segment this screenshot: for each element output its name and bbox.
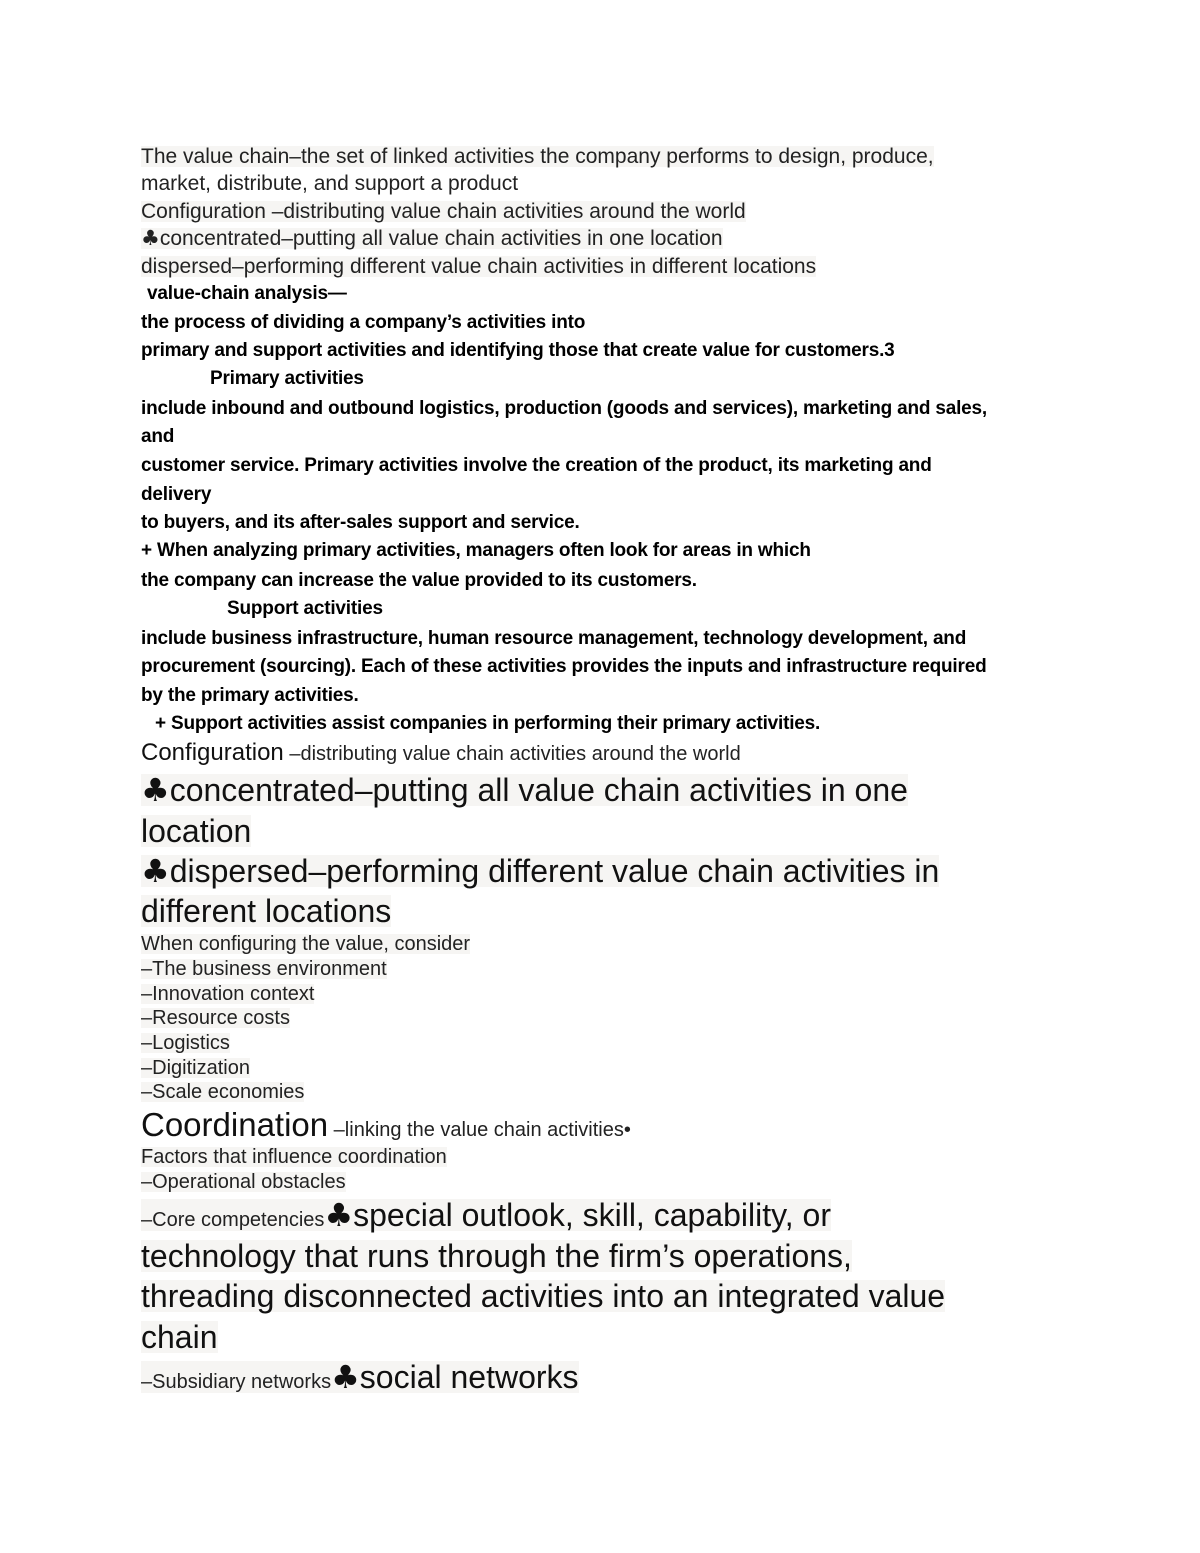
analysis-line-2: primary and support activities and identifying those that create value for customers.3 bbox=[141, 340, 895, 361]
primary-line-4: delivery bbox=[141, 484, 212, 505]
subsidiary-networks-line bbox=[141, 1358, 579, 1396]
core-competencies-line-3: threading disconnected activities into an integrated value bbox=[141, 1278, 946, 1314]
concentrated-text: concentrated–putting all value chain activities in one location bbox=[159, 227, 723, 250]
configuration-line: Configuration –distributing value chain activities around the world bbox=[141, 200, 746, 223]
configuration-heading-line bbox=[141, 741, 741, 765]
primary-note-line-2: the company can increase the value provided to its customers. bbox=[141, 570, 697, 591]
factor-innovation-context: –Innovation context bbox=[141, 983, 315, 1005]
factor-resource-costs: –Resource costs bbox=[141, 1007, 290, 1029]
big-dispersed-line-2: different locations bbox=[141, 893, 392, 929]
club-icon: ♣ bbox=[141, 226, 160, 250]
concentrated-line bbox=[141, 228, 723, 249]
big-dispersed-line-1 bbox=[141, 852, 940, 890]
support-line-2: procurement (sourcing). Each of these activities provides the inputs and infrastructure required bbox=[141, 656, 987, 677]
primary-activities-heading: Primary activities bbox=[210, 368, 364, 389]
dispersed-line: dispersed–performing different value chain activities in different locations bbox=[141, 255, 817, 278]
primary-line-2: and bbox=[141, 426, 175, 447]
value-chain-definition-line-2: market, distribute, and support a product bbox=[141, 172, 519, 195]
club-icon: ♣ bbox=[141, 852, 170, 890]
big-concentrated-line-2: location bbox=[141, 813, 252, 849]
club-icon: ♣ bbox=[324, 1196, 354, 1234]
coordination-heading: Coordination bbox=[141, 1106, 329, 1143]
configuration-definition: –distributing value chain activities around the world bbox=[283, 743, 741, 765]
support-line-1: include business infrastructure, human resource management, technology development, and bbox=[141, 628, 967, 649]
club-icon: ♣ bbox=[141, 771, 170, 809]
coordination-definition: –linking the value chain activities• bbox=[328, 1119, 631, 1141]
factor-scale-economies: –Scale economies bbox=[141, 1081, 305, 1103]
support-activities-heading: Support activities bbox=[227, 598, 383, 619]
core-competencies-line bbox=[141, 1196, 831, 1234]
coordination-heading-line bbox=[141, 1108, 631, 1141]
primary-line-1: include inbound and outbound logistics, production (goods and services), marketing and sales, bbox=[141, 398, 987, 419]
support-line-3: by the primary activities. bbox=[141, 685, 359, 706]
configuration-heading: Configuration bbox=[141, 739, 284, 766]
primary-note-line-1: + When analyzing primary activities, managers often look for areas in which bbox=[141, 540, 811, 561]
big-concentrated-line-1 bbox=[141, 771, 908, 809]
factor-business-environment: –The business environment bbox=[141, 958, 387, 980]
factor-digitization: –Digitization bbox=[141, 1057, 250, 1079]
value-chain-definition-line-1: The value chain–the set of linked activities the company performs to design, produce, bbox=[141, 145, 934, 168]
core-competencies-line-4: chain bbox=[141, 1319, 218, 1355]
primary-line-3: customer service. Primary activities involve the creation of the product, its marketing and bbox=[141, 455, 932, 476]
configuring-consider-line: When configuring the value, consider bbox=[141, 933, 471, 955]
social-networks-text: social networks bbox=[359, 1359, 579, 1395]
factor-operational-obstacles: –Operational obstacles bbox=[141, 1171, 346, 1193]
subsidiary-networks-label: –Subsidiary networks bbox=[141, 1371, 332, 1393]
value-chain-analysis-heading: value-chain analysis— bbox=[147, 283, 347, 304]
big-concentrated-text: concentrated–putting all value chain activities in one bbox=[169, 772, 908, 808]
support-note-line: + Support activities assist companies in performing their primary activities. bbox=[155, 713, 821, 734]
primary-line-5: to buyers, and its after-sales support and service. bbox=[141, 512, 580, 533]
core-competencies-definition: special outlook, skill, capability, or bbox=[353, 1197, 831, 1233]
analysis-line-1: the process of dividing a company’s activities into bbox=[141, 312, 586, 333]
core-competencies-label: –Core competencies bbox=[141, 1209, 325, 1231]
coordination-factors-line: Factors that influence coordination bbox=[141, 1146, 447, 1168]
factor-logistics: –Logistics bbox=[141, 1032, 230, 1054]
core-competencies-line-2: technology that runs through the firm’s operations, bbox=[141, 1238, 852, 1274]
club-icon: ♣ bbox=[331, 1358, 360, 1396]
big-dispersed-text: dispersed–performing different value chain activities in bbox=[169, 853, 940, 889]
